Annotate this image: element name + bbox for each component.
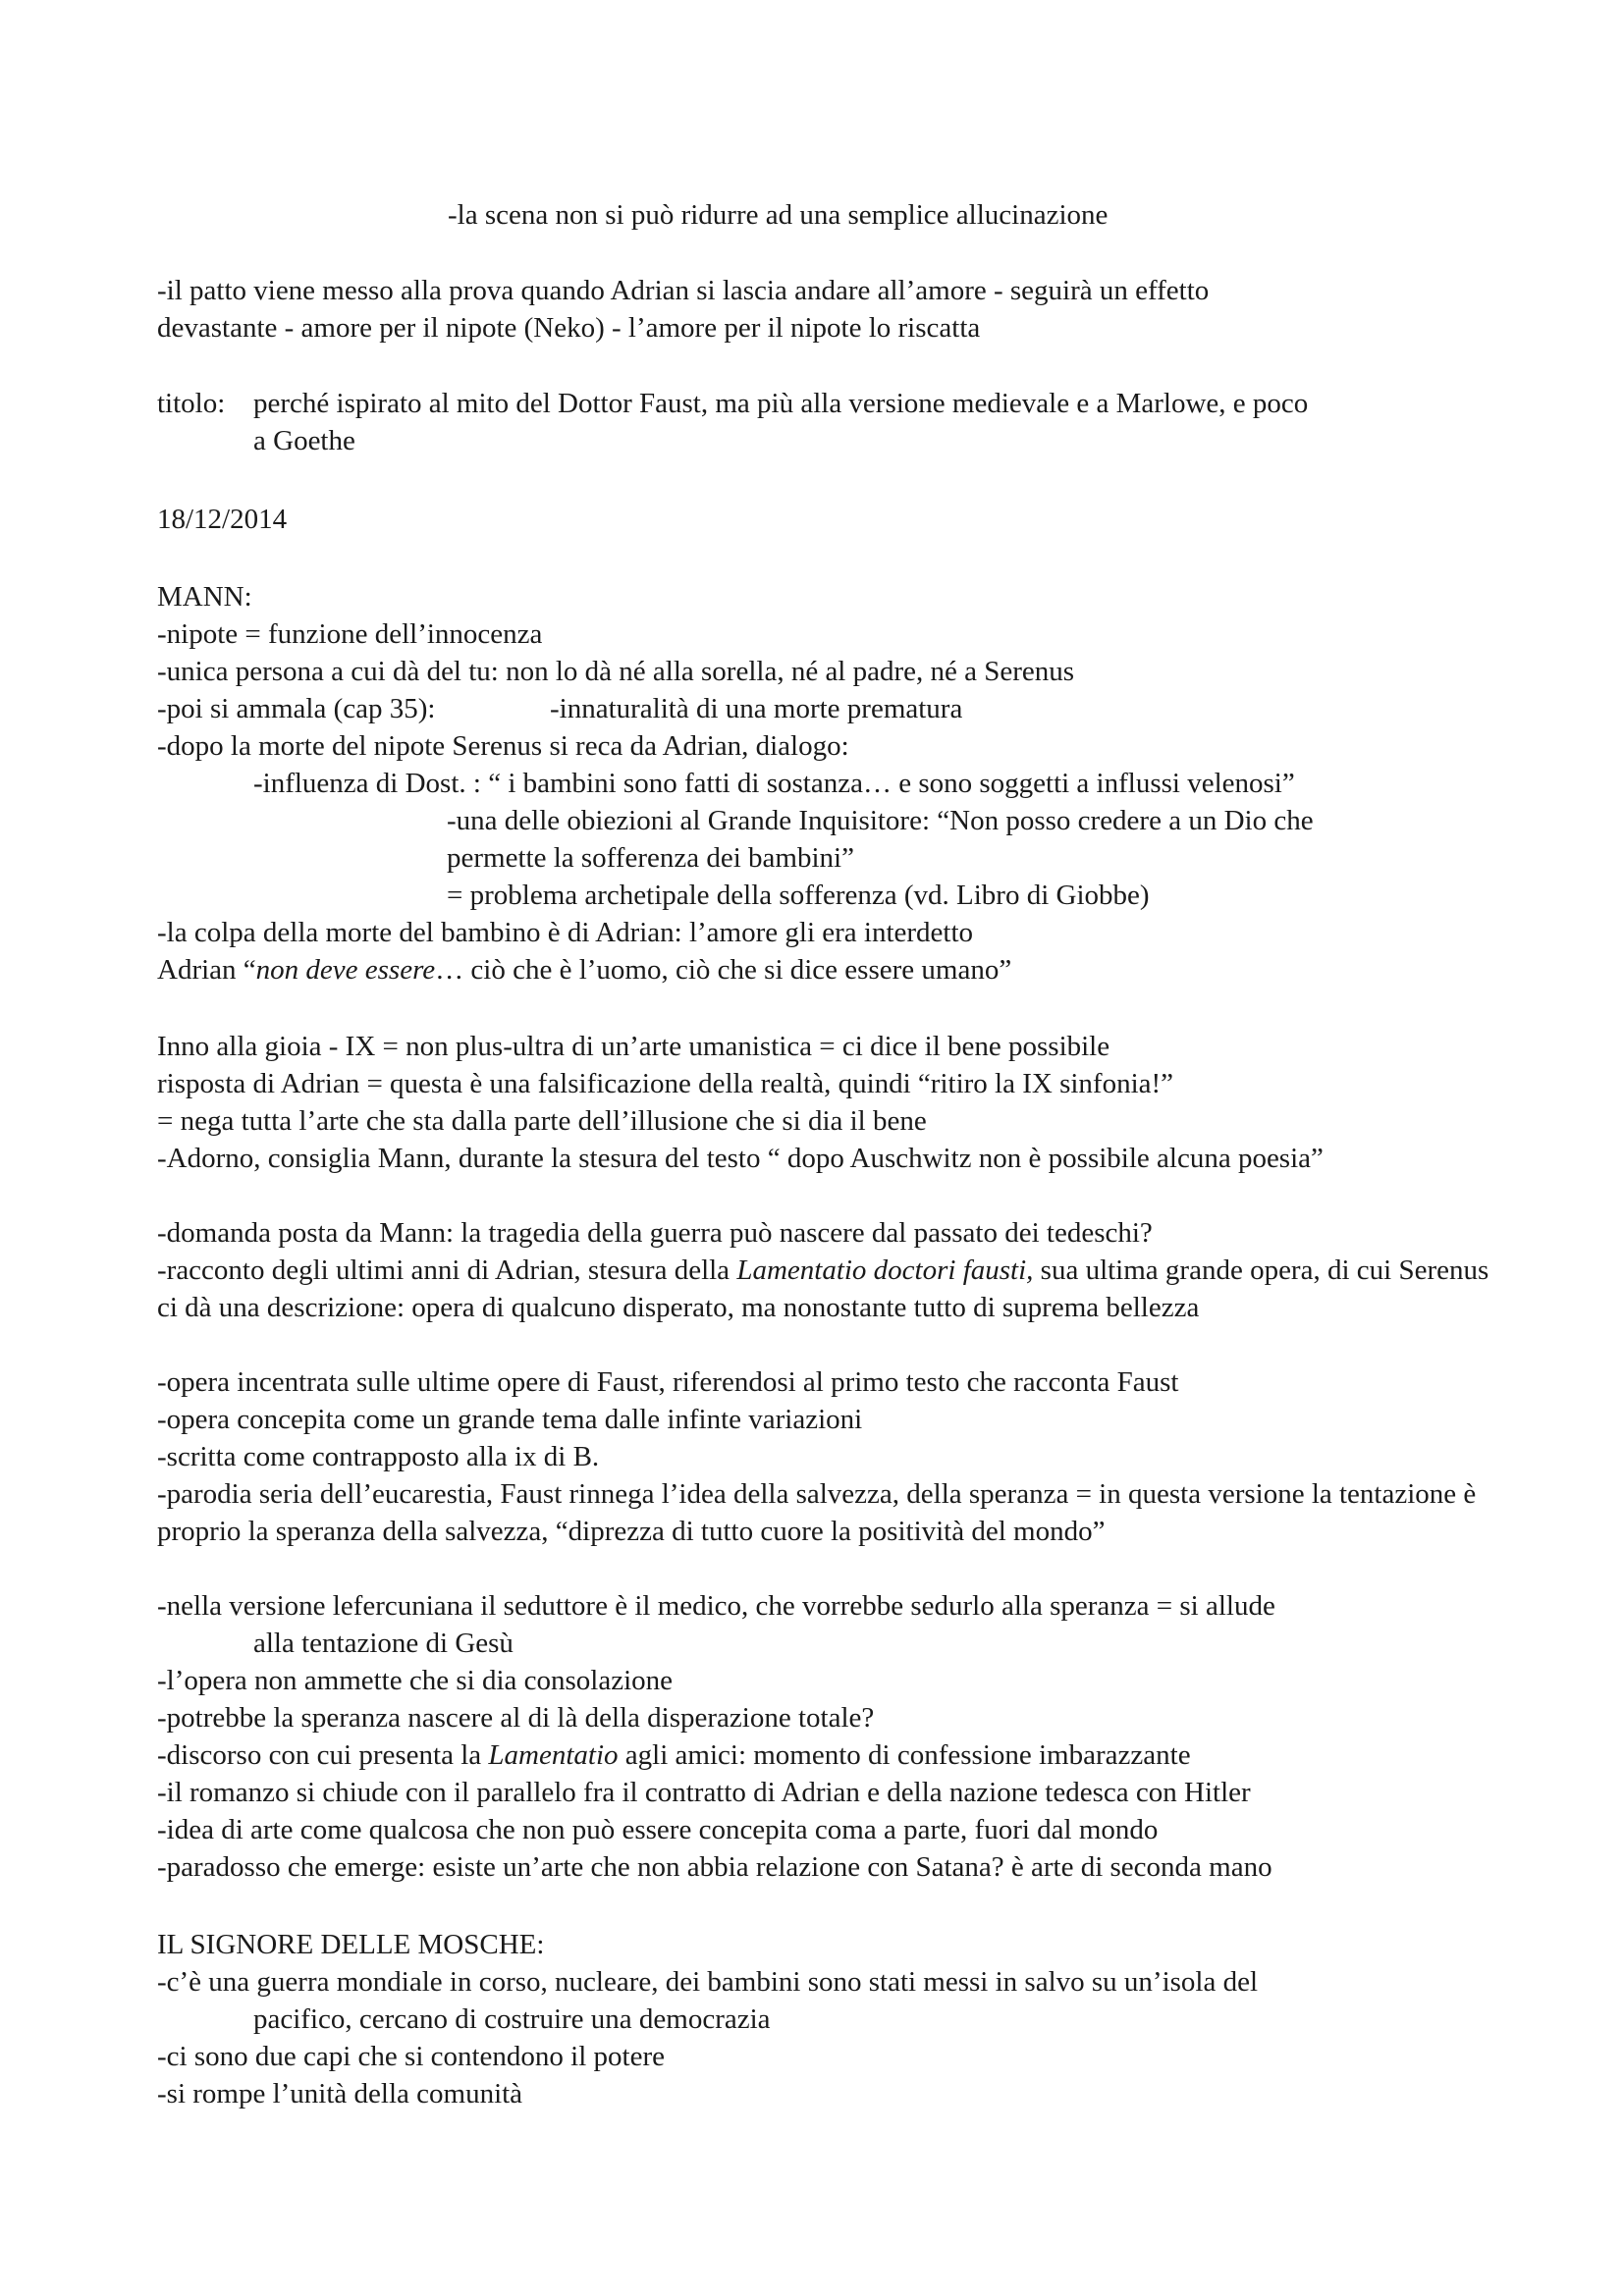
mann-line-03b: -innaturalità di una morte prematura bbox=[550, 693, 963, 724]
mann-line-10-c: … ciò che è l’uomo, ciò che si dice essere umano” bbox=[435, 954, 1012, 986]
inno-line-16: -idea di arte come qualcosa che non può essere concepita coma a parte, fuori dal mondo bbox=[157, 1814, 1159, 1845]
titolo-text-1: perché ispirato al mito del Dottor Faust, ma più alla versione medievale e a Marlowe, e poco bbox=[253, 388, 1309, 419]
section-heading-signore: IL SIGNORE DELLE MOSCHE: bbox=[157, 1929, 545, 1960]
inno-line-01: Inno alla gioia - IX = non plus-ultra di un’arte umanistica = ci dice il bene possibile bbox=[157, 1031, 1110, 1062]
inno-line-09: -scritta come contrapposto alla ix di B. bbox=[157, 1441, 600, 1472]
line-scena: -la scena non si può ridurre ad una semplice allucinazione bbox=[448, 199, 1109, 231]
mann-line-02: -unica persona a cui dà del tu: non lo dà né alla sorella, né al padre, né a Serenus bbox=[157, 656, 1075, 687]
section-heading-mann: MANN: bbox=[157, 581, 252, 613]
inno-line-06-c: sua ultima grande opera, di cui Serenus ci dà una descrizione: opera di qualcuno disperato, ma nonostante tutto di suprema bellezza bbox=[157, 1255, 1489, 1323]
mann-line-05: -influenza di Dost. : “ i bambini sono fatti di sostanza… e sono soggetti a influssi velenosi” bbox=[253, 768, 1295, 799]
mann-line-09: -la colpa della morte del bambino è di Adrian: l’amore gli era interdetto bbox=[157, 917, 974, 948]
line-patto-2: devastante - amore per il nipote (Neko) - l’amore per il nipote lo riscatta bbox=[157, 312, 981, 344]
mann-line-04: -dopo la morte del nipote Serenus si reca da Adrian, dialogo: bbox=[157, 730, 849, 762]
inno-line-11a: -nella versione lefercuniana il seduttore è il medico, che vorrebbe sedurlo alla speranza = si allude bbox=[157, 1590, 1275, 1622]
inno-line-06-a: -racconto degli ultimi anni di Adrian, stesura della bbox=[157, 1255, 737, 1286]
mann-line-10-em: non deve essere bbox=[255, 954, 436, 986]
inno-line-14-em: Lamentatio bbox=[488, 1739, 619, 1771]
mann-line-08: = problema archetipale della sofferenza (vd. Libro di Giobbe) bbox=[447, 880, 1150, 911]
signore-line-01a: -c’è una guerra mondiale in corso, nucleare, dei bambini sono stati messi in salvo su un’isola del bbox=[157, 1966, 1259, 1998]
inno-line-13: -potrebbe la speranza nascere al di là della disperazione totale? bbox=[157, 1702, 875, 1734]
inno-line-08: -opera concepita come un grande tema dalle infinte variazioni bbox=[157, 1404, 863, 1435]
inno-line-05: -domanda posta da Mann: la tragedia della guerra può nascere dal passato dei tedeschi? bbox=[157, 1217, 1153, 1249]
inno-line-06-em: Lamentatio doctori fausti, bbox=[736, 1255, 1034, 1286]
titolo-text-2: a Goethe bbox=[253, 425, 355, 456]
line-patto-1: -il patto viene messo alla prova quando Adrian si lascia andare all’amore - seguirà un effetto bbox=[157, 275, 1210, 306]
inno-line-07: -opera incentrata sulle ultime opere di Faust, riferendosi al primo testo che racconta Faust bbox=[157, 1366, 1179, 1398]
inno-line-14-c: agli amici: momento di confessione imbarazzante bbox=[618, 1739, 1191, 1771]
inno-line-17: -paradosso che emerge: esiste un’arte che non abbia relazione con Satana? è arte di seconda mano bbox=[157, 1851, 1272, 1883]
date-heading: 18/12/2014 bbox=[157, 504, 288, 535]
inno-line-04: -Adorno, consiglia Mann, durante la stesura del testo “ dopo Auschwitz non è possibile alcuna poesia” bbox=[157, 1143, 1324, 1174]
inno-line-10: -parodia seria dell’eucarestia, Faust rinnega l’idea della salvezza, della speranza = in questa versione la tentazione è proprio la speranza della salvezza, “diprezza di tutto cuore la positività del mondo” bbox=[157, 1478, 1477, 1547]
signore-line-01b: pacifico, cercano di costruire una democrazia bbox=[253, 2003, 771, 2035]
inno-line-14-a: -discorso con cui presenta la bbox=[157, 1739, 489, 1771]
signore-line-03: -si rompe l’unità della comunità bbox=[157, 2078, 523, 2109]
mann-line-01: -nipote = funzione dell’innocenza bbox=[157, 618, 543, 650]
inno-line-02: risposta di Adrian = questa è una falsificazione della realtà, quindi “ritiro la IX sinfonia!” bbox=[157, 1068, 1174, 1099]
signore-line-02: -ci sono due capi che si contendono il potere bbox=[157, 2041, 666, 2072]
inno-line-12: -l’opera non ammette che si dia consolazione bbox=[157, 1665, 674, 1696]
titolo-label: titolo: bbox=[157, 388, 226, 419]
mann-line-07: permette la sofferenza dei bambini” bbox=[447, 842, 854, 874]
inno-line-15: -il romanzo si chiude con il parallelo fra il contratto di Adrian e della nazione tedesca con Hitler bbox=[157, 1777, 1251, 1808]
inno-line-06 bbox=[157, 1252, 1492, 1326]
inno-line-03: = nega tutta l’arte che sta dalla parte dell’illusione che si dia il bene bbox=[157, 1105, 927, 1137]
mann-line-10 bbox=[157, 951, 1011, 988]
mann-line-10-a: Adrian “ bbox=[157, 954, 256, 986]
mann-line-03a: -poi si ammala (cap 35): bbox=[157, 693, 436, 724]
mann-line-06: -una delle obiezioni al Grande Inquisitore: “Non posso credere a un Dio che bbox=[447, 805, 1314, 836]
inno-line-11b: alla tentazione di Gesù bbox=[253, 1628, 514, 1659]
inno-line-14 bbox=[157, 1736, 1191, 1774]
